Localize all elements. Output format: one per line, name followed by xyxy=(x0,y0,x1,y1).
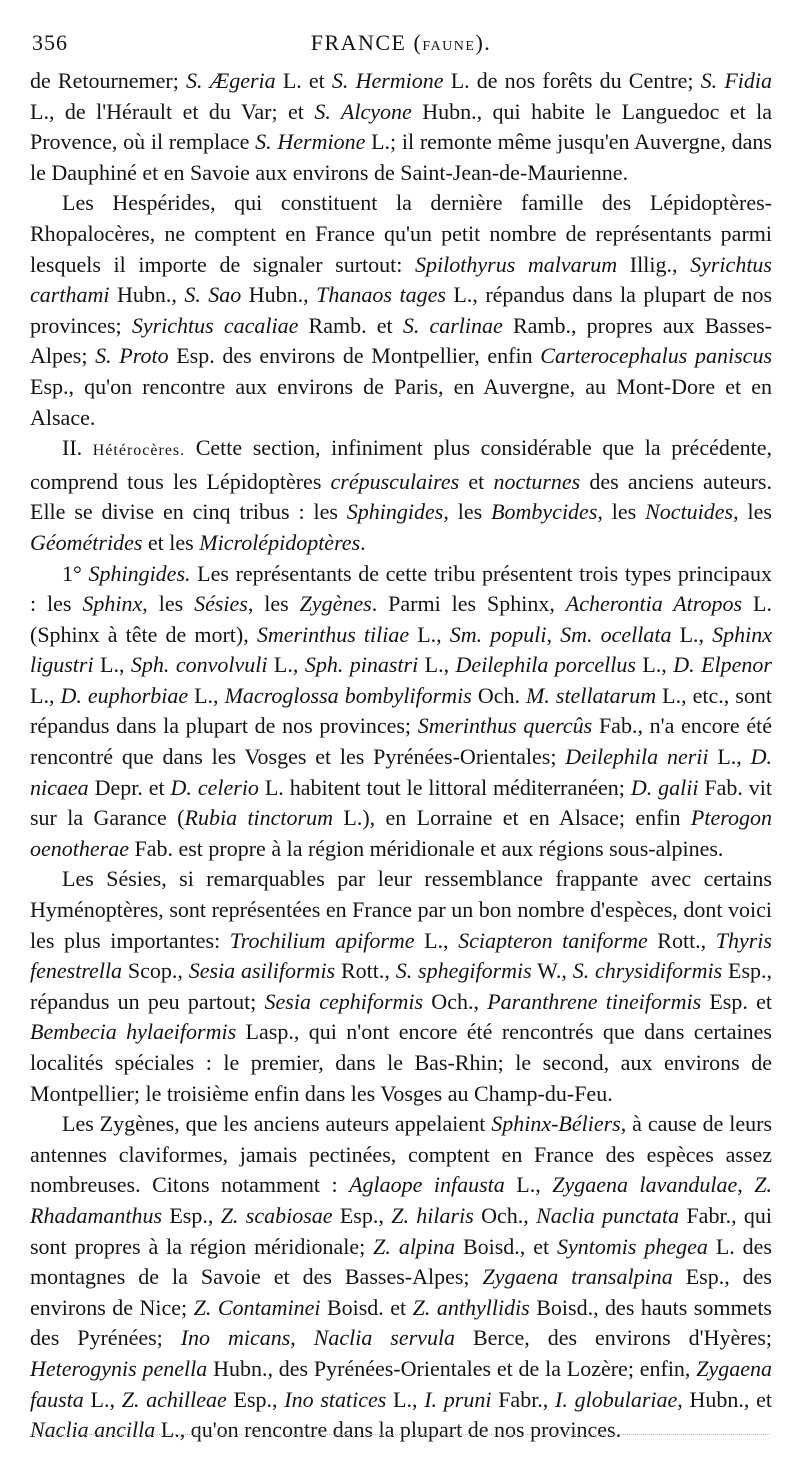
text-run: et les xyxy=(142,529,200,555)
text-run: W., xyxy=(531,958,573,984)
species-name: Sphingides xyxy=(346,499,444,525)
species-name: Ino micans xyxy=(180,1325,291,1351)
text-run: . xyxy=(360,529,366,555)
species-name: D. celerio xyxy=(170,774,259,800)
text-run: L.; il remonte même jusqu'en Auvergne, dans le Dauphiné et en Savoie aux environs de Saint-Jean-de-Maurienne. xyxy=(30,129,772,185)
text-run: Cette section, infiniment plus considérable que la précédente, comprend tous les Lépidoptères xyxy=(30,435,772,494)
species-name: Sciapteron taniforme xyxy=(458,927,648,953)
species-name: Deilephila porcellus xyxy=(455,652,636,678)
species-name: Zygaena transalpina xyxy=(482,1264,673,1290)
page-number: 356 xyxy=(32,30,68,55)
species-name: S. sphegiformis xyxy=(395,958,532,984)
species-name: Thanaos tages xyxy=(316,282,446,308)
text-run: Fabr., xyxy=(491,1386,556,1412)
species-name: crépusculaires xyxy=(330,468,460,494)
text-run: Esp., des environs de Nice; xyxy=(30,1264,772,1320)
species-name: S. Hermione xyxy=(255,129,366,155)
text-run: Scop., xyxy=(122,958,189,984)
species-name: M. stellatarum xyxy=(526,682,657,708)
text-run: et xyxy=(459,468,494,494)
text-run: Och. xyxy=(471,682,527,708)
species-name: S. Ægeria xyxy=(186,68,276,93)
text-run: , xyxy=(290,1325,314,1351)
text-run: des anciens auteurs. Elle se divise en cinq tribus : les xyxy=(30,468,772,525)
text-run: L. de nos forêts du Centre; xyxy=(443,68,701,93)
text-run: L., xyxy=(188,682,225,708)
species-name: S. Sao xyxy=(184,282,242,308)
species-name: S. Fidia xyxy=(700,68,772,93)
text-run: Les Hespérides, qui constituent la dernière famille des Lépidoptères-Rhopalocères, ne comptent en France qu'un petit nombre de représentants parmi lesquels il importe de signaler surtout: xyxy=(30,190,772,277)
text-run: , xyxy=(546,621,561,647)
bottom-rule xyxy=(30,1434,770,1435)
text-run: Esp. des environs de Montpellier, enfin xyxy=(168,343,541,369)
paragraph xyxy=(30,864,772,1109)
text-run: L., xyxy=(409,621,450,647)
text-run: Esp., répandus un peu partout; xyxy=(30,958,772,1014)
species-name: Pterogon oenotherae xyxy=(30,805,772,861)
species-name: Sesia asiliformis xyxy=(188,958,336,984)
species-name: Deilephila nerii xyxy=(565,744,709,770)
species-name: D. nicaea xyxy=(30,744,772,800)
text-run: L., de l'Hérault et du Var; et xyxy=(30,98,315,124)
text-run: Berce, des environs d'Hyères; xyxy=(455,1325,773,1351)
species-name: Thyris fenestrella xyxy=(30,927,772,984)
text-run: L., xyxy=(93,652,131,678)
species-name: Sph. convolvuli xyxy=(130,652,268,678)
text-run: Boisd., et xyxy=(455,1233,558,1259)
species-name: S. carlinae xyxy=(402,312,503,338)
text-run: L., xyxy=(708,744,751,770)
species-name: Sphingides. xyxy=(88,560,191,586)
text-run: . Parmi les Sphinx, xyxy=(371,591,566,617)
species-name: Rubia tinctorum xyxy=(184,805,333,831)
running-head xyxy=(30,28,772,63)
species-name: Microlépidoptères xyxy=(199,529,361,555)
text-run: Esp. et xyxy=(701,988,772,1014)
species-name: Trochilium apiforme xyxy=(229,927,415,953)
text-run: L., etc., sont répandus dans la plupart de nos provinces; xyxy=(30,682,772,739)
text-run: Fab., n'a encore été rencontré que dans les Vosges et les Pyrénées-Orientales; xyxy=(30,713,772,770)
text-run: Esp., xyxy=(332,1202,392,1228)
text-run: Boisd., des hauts sommets des Pyrénées; xyxy=(30,1294,772,1351)
species-name: Sph. pinastri xyxy=(304,652,419,678)
species-name: Sesia cephiformis xyxy=(264,988,424,1014)
paragraph xyxy=(30,66,772,188)
running-head-small: FAUNE xyxy=(422,39,476,54)
text-run: Och., xyxy=(423,988,488,1014)
species-name: Z. anthyllidis xyxy=(412,1294,530,1320)
text-run: Ramb., propres aux Basses-Alpes; xyxy=(30,312,772,369)
text-run: , les xyxy=(247,591,300,617)
text-run: , xyxy=(737,1172,755,1198)
text-run: Fabr., qui sont propres à la région méridionale; xyxy=(30,1202,773,1259)
text-run: L., xyxy=(414,927,459,953)
text-run: Depr. et xyxy=(88,774,171,800)
text-run: L., xyxy=(83,1386,122,1412)
text-run: Ramb. et xyxy=(298,312,403,338)
paragraph xyxy=(30,188,772,433)
species-name: I. globulariae xyxy=(555,1386,678,1412)
species-name: D. galii xyxy=(630,774,699,800)
text-run: Les Zygènes, que les anciens auteurs appelaient xyxy=(62,1111,492,1137)
species-name: Sm. populi xyxy=(449,621,547,647)
species-name: Sphinx-Béliers xyxy=(491,1111,621,1137)
species-name: Syrichtus cacaliae xyxy=(131,312,299,338)
text-run: , à cause de leurs antennes claviformes, jamais pectinées, comptent en France des espèces assez nombreuses. Citons notamment : xyxy=(30,1111,773,1198)
running-head-main: FRANCE ( xyxy=(310,30,423,55)
text-run: Hubn., des Pyrénées-Orientales et de la Lozère; enfin, xyxy=(207,1355,697,1381)
text-run: , Hubn., et xyxy=(677,1386,772,1412)
text-run: Och., xyxy=(473,1202,537,1228)
text-run: L., xyxy=(418,652,456,678)
species-name: Bombycides xyxy=(491,499,598,525)
text-run: L. (Sphinx à tête de mort), xyxy=(30,591,772,647)
text-run: , les xyxy=(443,499,492,525)
species-name: Z. scabiosae xyxy=(220,1202,333,1228)
species-name: Macroglossa bombyliformis xyxy=(224,682,472,708)
species-name: D. Elpenor xyxy=(673,652,772,678)
species-name: nocturnes xyxy=(493,468,581,494)
text-run: L., xyxy=(267,652,305,678)
text-run: Hubn., xyxy=(241,282,317,308)
text-run: de Retournemer; xyxy=(30,68,187,93)
species-name: Sm. ocellata xyxy=(560,621,672,647)
species-name: Sésies xyxy=(194,591,248,617)
species-name: Syntomis phegea xyxy=(557,1233,708,1259)
paragraph xyxy=(30,559,772,865)
species-name: Spilothyrus malvarum xyxy=(415,251,618,277)
text-run: L. des montagnes de la Savoie et des Basses-Alpes; xyxy=(30,1233,772,1290)
species-name: Sphinx ligustri xyxy=(30,621,772,678)
species-name: Sphinx xyxy=(82,591,143,617)
species-name: Naclia punctata xyxy=(536,1202,680,1228)
text-run: L., xyxy=(671,621,713,647)
species-name: Z. alpina xyxy=(373,1233,456,1259)
body-text xyxy=(30,66,772,1446)
text-run: L., xyxy=(30,682,61,708)
species-name: Aglaope infausta xyxy=(349,1172,505,1198)
species-name: Zygènes xyxy=(299,591,372,617)
species-name: Naclia ancilla xyxy=(30,1417,156,1443)
text-run: , les xyxy=(733,499,772,525)
text-run: L.), en Lorraine et en Alsace; enfin xyxy=(333,805,691,831)
species-name: Syrichtus carthami xyxy=(30,251,772,308)
running-head-close: ). xyxy=(475,30,492,55)
page xyxy=(30,28,772,1446)
text-run: Lasp., qui n'ont encore été rencontrés que dans certaines localités spéciales : le premier, dans le Bas-Rhin; le second, aux environs de Montpellier; le troisième enfin dans les Vosges au Champ-du-Feu. xyxy=(30,1019,772,1106)
species-name: Zygaena lavandulae xyxy=(552,1172,738,1198)
species-name: Ino statices xyxy=(284,1386,387,1412)
text-run: Illig., xyxy=(617,251,691,277)
text-run: Fab. est propre à la région méridionale et aux régions sous-alpines. xyxy=(128,835,724,861)
text-run: L., qu'on rencontre dans la plupart de nos provinces. xyxy=(155,1417,622,1443)
section-heading: Hétérocères. xyxy=(92,442,186,460)
text-run: Hubn., xyxy=(109,282,185,308)
species-name: Paranthrene tineiformis xyxy=(487,988,702,1014)
text-run: Les représentants de cette tribu présentent trois types principaux : les xyxy=(30,560,772,617)
text-run: L. habitent tout le littoral méditerranéen; xyxy=(258,774,631,800)
species-name: S. Proto xyxy=(95,343,169,369)
text-run: 1° xyxy=(62,560,89,586)
text-run: Fab. vit sur la Garance ( xyxy=(30,774,773,831)
species-name: Bembecia hylaeiformis xyxy=(30,1019,237,1045)
species-name: Heterogynis penella xyxy=(30,1355,208,1381)
text-run: Rott., xyxy=(335,958,396,984)
text-run: Hubn., qui habite le Languedoc et la Provence, où il remplace xyxy=(30,98,773,155)
species-name: I. pruni xyxy=(424,1386,492,1412)
species-name: S. Hermione xyxy=(331,68,444,93)
species-name: Naclia servula xyxy=(313,1325,456,1351)
species-name: Z. hilaris xyxy=(391,1202,474,1228)
text-run: Rott., xyxy=(647,927,716,953)
species-name: D. euphorbiae xyxy=(60,682,189,708)
species-name: S. Alcyone xyxy=(314,98,412,124)
text-run: Boisd. et xyxy=(320,1294,413,1320)
page-header xyxy=(30,28,772,62)
text-run: Esp., xyxy=(226,1386,285,1412)
text-run: L. et xyxy=(275,68,332,93)
text-run: L., xyxy=(386,1386,425,1412)
text-run: L., répandus dans la plupart de nos provinces; xyxy=(30,282,773,338)
text-run: Les Sésies, si remarquables par leur ressemblance frappante avec certains Hyménoptères, sont représentées en France par un bon nombre d'espèces, dont voici les plus importantes: xyxy=(30,866,772,953)
text-run: Esp., xyxy=(162,1202,221,1228)
species-name: Z. Contaminei xyxy=(193,1294,321,1320)
paragraph xyxy=(30,1109,772,1446)
paragraph xyxy=(30,433,772,558)
species-name: Z. achilleae xyxy=(121,1386,227,1412)
species-name: Smerinthus tiliae xyxy=(256,621,410,647)
species-name: Smerinthus quercûs xyxy=(417,713,593,739)
species-name: Carterocephalus paniscus xyxy=(540,343,773,369)
text-run: , les xyxy=(142,591,195,617)
species-name: Acherontia Atropos xyxy=(565,591,743,617)
text-run: , les xyxy=(597,499,646,525)
species-name: S. chrysidiformis xyxy=(572,958,723,984)
text-run: L., xyxy=(504,1172,553,1198)
text-run: Esp., qu'on rencontre aux environs de Paris, en Auvergne, au Mont-Dore et en Alsace. xyxy=(30,373,772,430)
species-name: Zygaena fausta xyxy=(30,1355,773,1412)
species-name: Géométrides xyxy=(30,529,143,555)
text-run: L., xyxy=(635,652,674,678)
species-name: Noctuides xyxy=(645,499,734,525)
text-run: II. xyxy=(62,435,93,461)
species-name: Z. Rhadamanthus xyxy=(30,1172,772,1228)
